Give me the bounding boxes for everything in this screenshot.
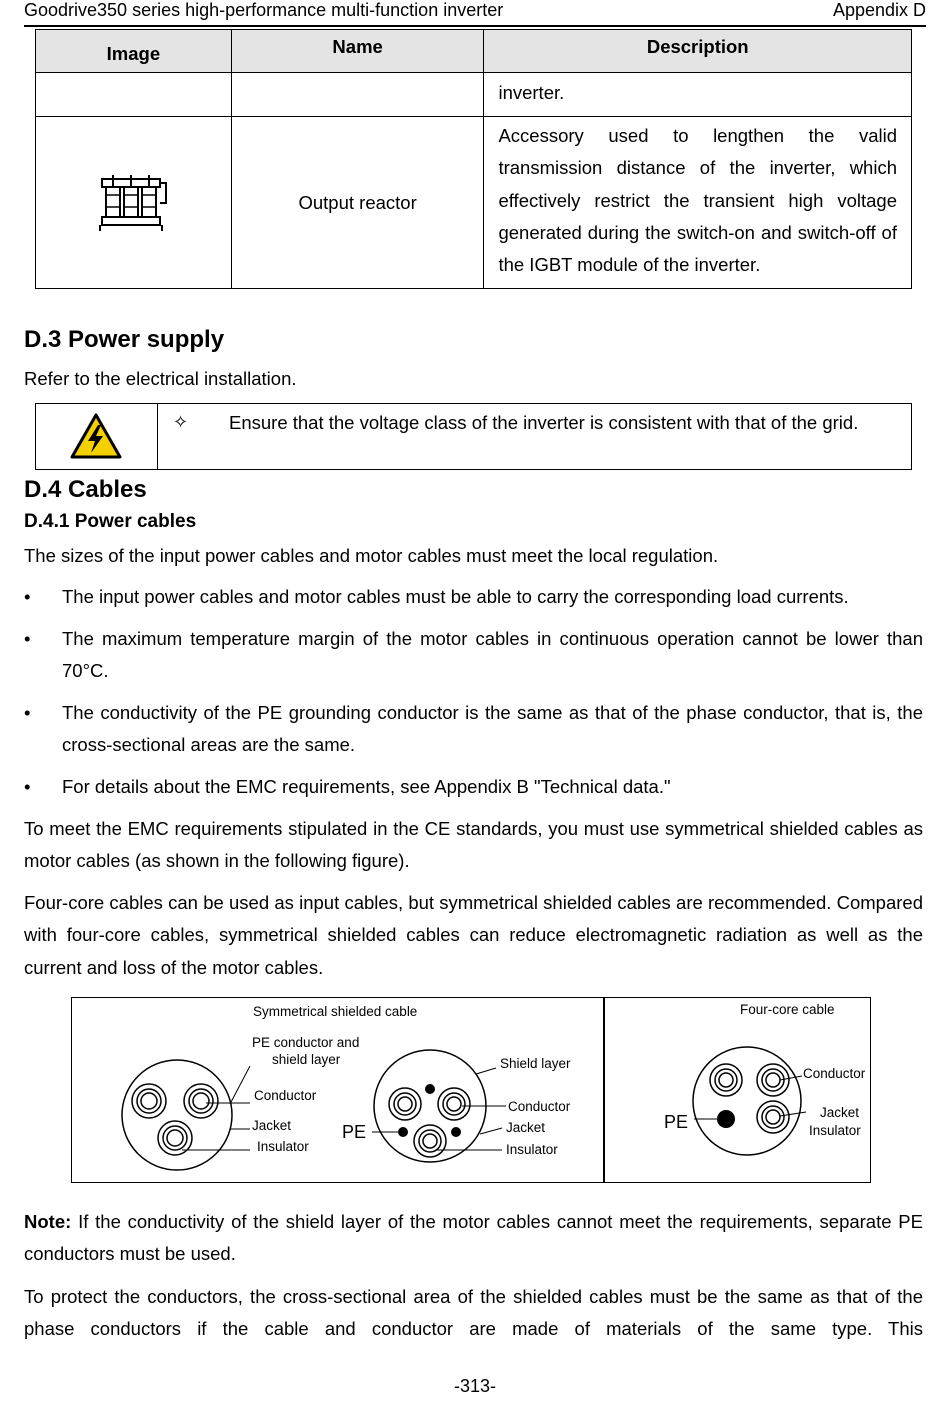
note-text: If the conductivity of the shield layer of the motor cables cannot meet the requirements, separate PE conductors must be used. [24, 1211, 923, 1265]
bullet-glyph: • [24, 586, 31, 607]
four-core-cable-title: Four-core cable [740, 1002, 835, 1017]
description-cell: inverter. [484, 73, 912, 117]
list-item [24, 581, 923, 614]
cables-intro: The sizes of the input power cables and motor cables must meet the local regulation. [24, 545, 719, 566]
table-header-row [36, 30, 912, 73]
label-conductor-a: Conductor [254, 1088, 317, 1103]
warning-icon-cell [36, 404, 158, 469]
cable-figure [71, 997, 871, 1183]
note-label: Note: [24, 1211, 72, 1232]
emc-paragraph: To meet the EMC requirements stipulated in the CE standards, you must use symmetrical shielded cables as motor cables (as shown in the following figure). [24, 818, 923, 872]
document-title: Goodrive350 series high-performance multi-function inverter [24, 0, 504, 20]
table-row [36, 73, 912, 117]
header-name: Name [231, 30, 484, 73]
label-jacket-a: Jacket [252, 1118, 292, 1133]
warning-text: Ensure that the voltage class of the inverter is consistent with that of the grid. [229, 412, 859, 433]
label-pe-conductor-shield-1: PE conductor and [252, 1035, 360, 1050]
label-insulator-b: Insulator [506, 1142, 558, 1157]
table-row [36, 117, 912, 289]
label-pe-c: PE [664, 1112, 689, 1132]
accessory-table [35, 29, 912, 289]
symmetrical-cable-a-icon [122, 1060, 250, 1170]
warning-bullet-glyph: ✧ [173, 412, 189, 432]
protect-paragraph: To protect the conductors, the cross-sectional area of the shielded cables must be the same as that of the phase conductors if the cable and conductor are made of materials of the same type. This [24, 1286, 923, 1340]
image-cell [36, 73, 232, 117]
bullet-text: For details about the EMC requirements, see Appendix B "Technical data." [62, 776, 671, 797]
note-paragraph [24, 1206, 923, 1271]
label-jacket-c: Jacket [820, 1105, 860, 1120]
symmetrical-cable-b-icon [372, 1050, 506, 1162]
subsection-title-power-cables: D.4.1 Power cables [24, 511, 197, 532]
image-cell [36, 117, 232, 289]
label-shield-layer-b: Shield layer [500, 1056, 571, 1071]
section-title-cables: D.4 Cables [24, 476, 147, 503]
label-pe-conductor-shield-2: shield layer [272, 1052, 341, 1067]
appendix-label: Appendix D [832, 0, 926, 20]
list-item [24, 697, 923, 762]
section-title-power-supply: D.3 Power supply [24, 326, 225, 353]
label-conductor-b: Conductor [508, 1099, 571, 1114]
page-number: -313- [453, 1376, 497, 1396]
electric-hazard-icon [70, 413, 122, 459]
bullet-text: The input power cables and motor cables must be able to carry the corresponding load currents. [62, 586, 849, 607]
list-item [24, 771, 923, 804]
four-core-cable-icon [693, 1047, 806, 1155]
label-insulator-a: Insulator [257, 1139, 309, 1154]
bullet-text: The maximum temperature margin of the motor cables in continuous operation cannot be lower than 70°C. [62, 628, 923, 682]
bullet-glyph: • [24, 628, 31, 649]
label-conductor-c: Conductor [803, 1066, 866, 1081]
description-cell: Accessory used to lengthen the valid transmission distance of the inverter, which effectively restrict the transient high voltage generated during the switch-on and switch-off of the IGBT module of the inverter. [484, 117, 912, 289]
label-pe-b: PE [342, 1122, 367, 1142]
bullet-glyph: • [24, 776, 31, 797]
symmetrical-cable-title: Symmetrical shielded cable [253, 1004, 418, 1019]
header-image: Image [36, 30, 232, 73]
power-supply-intro: Refer to the electrical installation. [24, 368, 297, 389]
page-header [24, 0, 926, 27]
four-core-paragraph: Four-core cables can be used as input cables, but symmetrical shielded cables are recommended. Compared with four-core cables, symmetrical shielded cables can reduce electromagnetic radiation as well as the current and loss of the motor cables. [24, 892, 923, 978]
warning-box [35, 403, 912, 470]
reactor-icon [98, 173, 168, 233]
cable-diagram-drawing [72, 998, 869, 1181]
name-cell: Output reactor [231, 117, 484, 289]
header-description: Description [484, 30, 912, 73]
list-item [24, 623, 923, 688]
name-cell [231, 73, 484, 117]
bullet-glyph: • [24, 702, 31, 723]
label-jacket-b: Jacket [506, 1120, 546, 1135]
label-insulator-c: Insulator [809, 1123, 861, 1138]
bullet-text: The conductivity of the PE grounding conductor is the same as that of the phase conductor, that is, the cross-sectional areas are the same. [62, 702, 923, 756]
